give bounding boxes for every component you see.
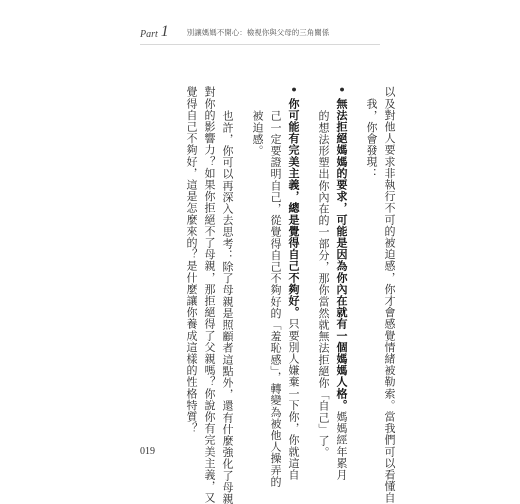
text-column: 被迫感。	[251, 110, 264, 157]
header-divider	[140, 44, 380, 45]
bullet-bold-text: 無法拒絕媽媽的要求，可能是因為你內在就有一個媽媽人格。	[335, 97, 348, 411]
text-column: 己一定要證明自己，從覺得自己不夠好的「羞恥感」，轉變為被他人操弄的	[269, 110, 282, 488]
part-number: 1	[160, 23, 169, 40]
bullet-text: 媽媽經年累月	[335, 410, 348, 481]
text-column: 以及對他人要求非執行不可的被迫感，你才會感覺情緒被勒索。當我們可以看懂自	[383, 86, 396, 504]
text-column: 也許，你可以再深入去思考：除了母親是照顧者這點外，還有什麼強化了母親	[221, 110, 234, 504]
bullet-marker: •	[335, 86, 348, 94]
bullet-marker: •	[287, 86, 300, 94]
text-column: 我，你會發現：	[365, 98, 378, 180]
chapter-title: 別讓媽媽不開心：檢視你與父母的三角關係	[186, 28, 330, 37]
text-column: 對你的影響力？如果你拒絕不了母親，那拒絕得了父親嗎？你說你有完美主義，又	[203, 86, 216, 504]
bullet-text: 只要別人嫌棄一下你，你就這自	[287, 318, 300, 481]
paragraph-gap	[236, 86, 248, 406]
page-number: 019	[140, 446, 155, 457]
text-column: 覺得自己不夠好，這是怎麼來的？是什麼讓你養成這樣的性格特質？	[185, 86, 198, 434]
text-column: 的想法形塑出你內在的一部分，那你當然就無法拒絕你「自己」了。	[317, 110, 330, 458]
bullet-column	[284, 86, 302, 481]
part-label: Part	[140, 29, 158, 40]
paragraph-gap	[350, 86, 362, 406]
paragraph-gap	[302, 86, 314, 406]
running-header	[140, 18, 380, 40]
bullet-column	[332, 86, 350, 481]
bullet-bold-text: 你可能有完美主義，總是覺得自己不夠好。	[287, 97, 300, 319]
